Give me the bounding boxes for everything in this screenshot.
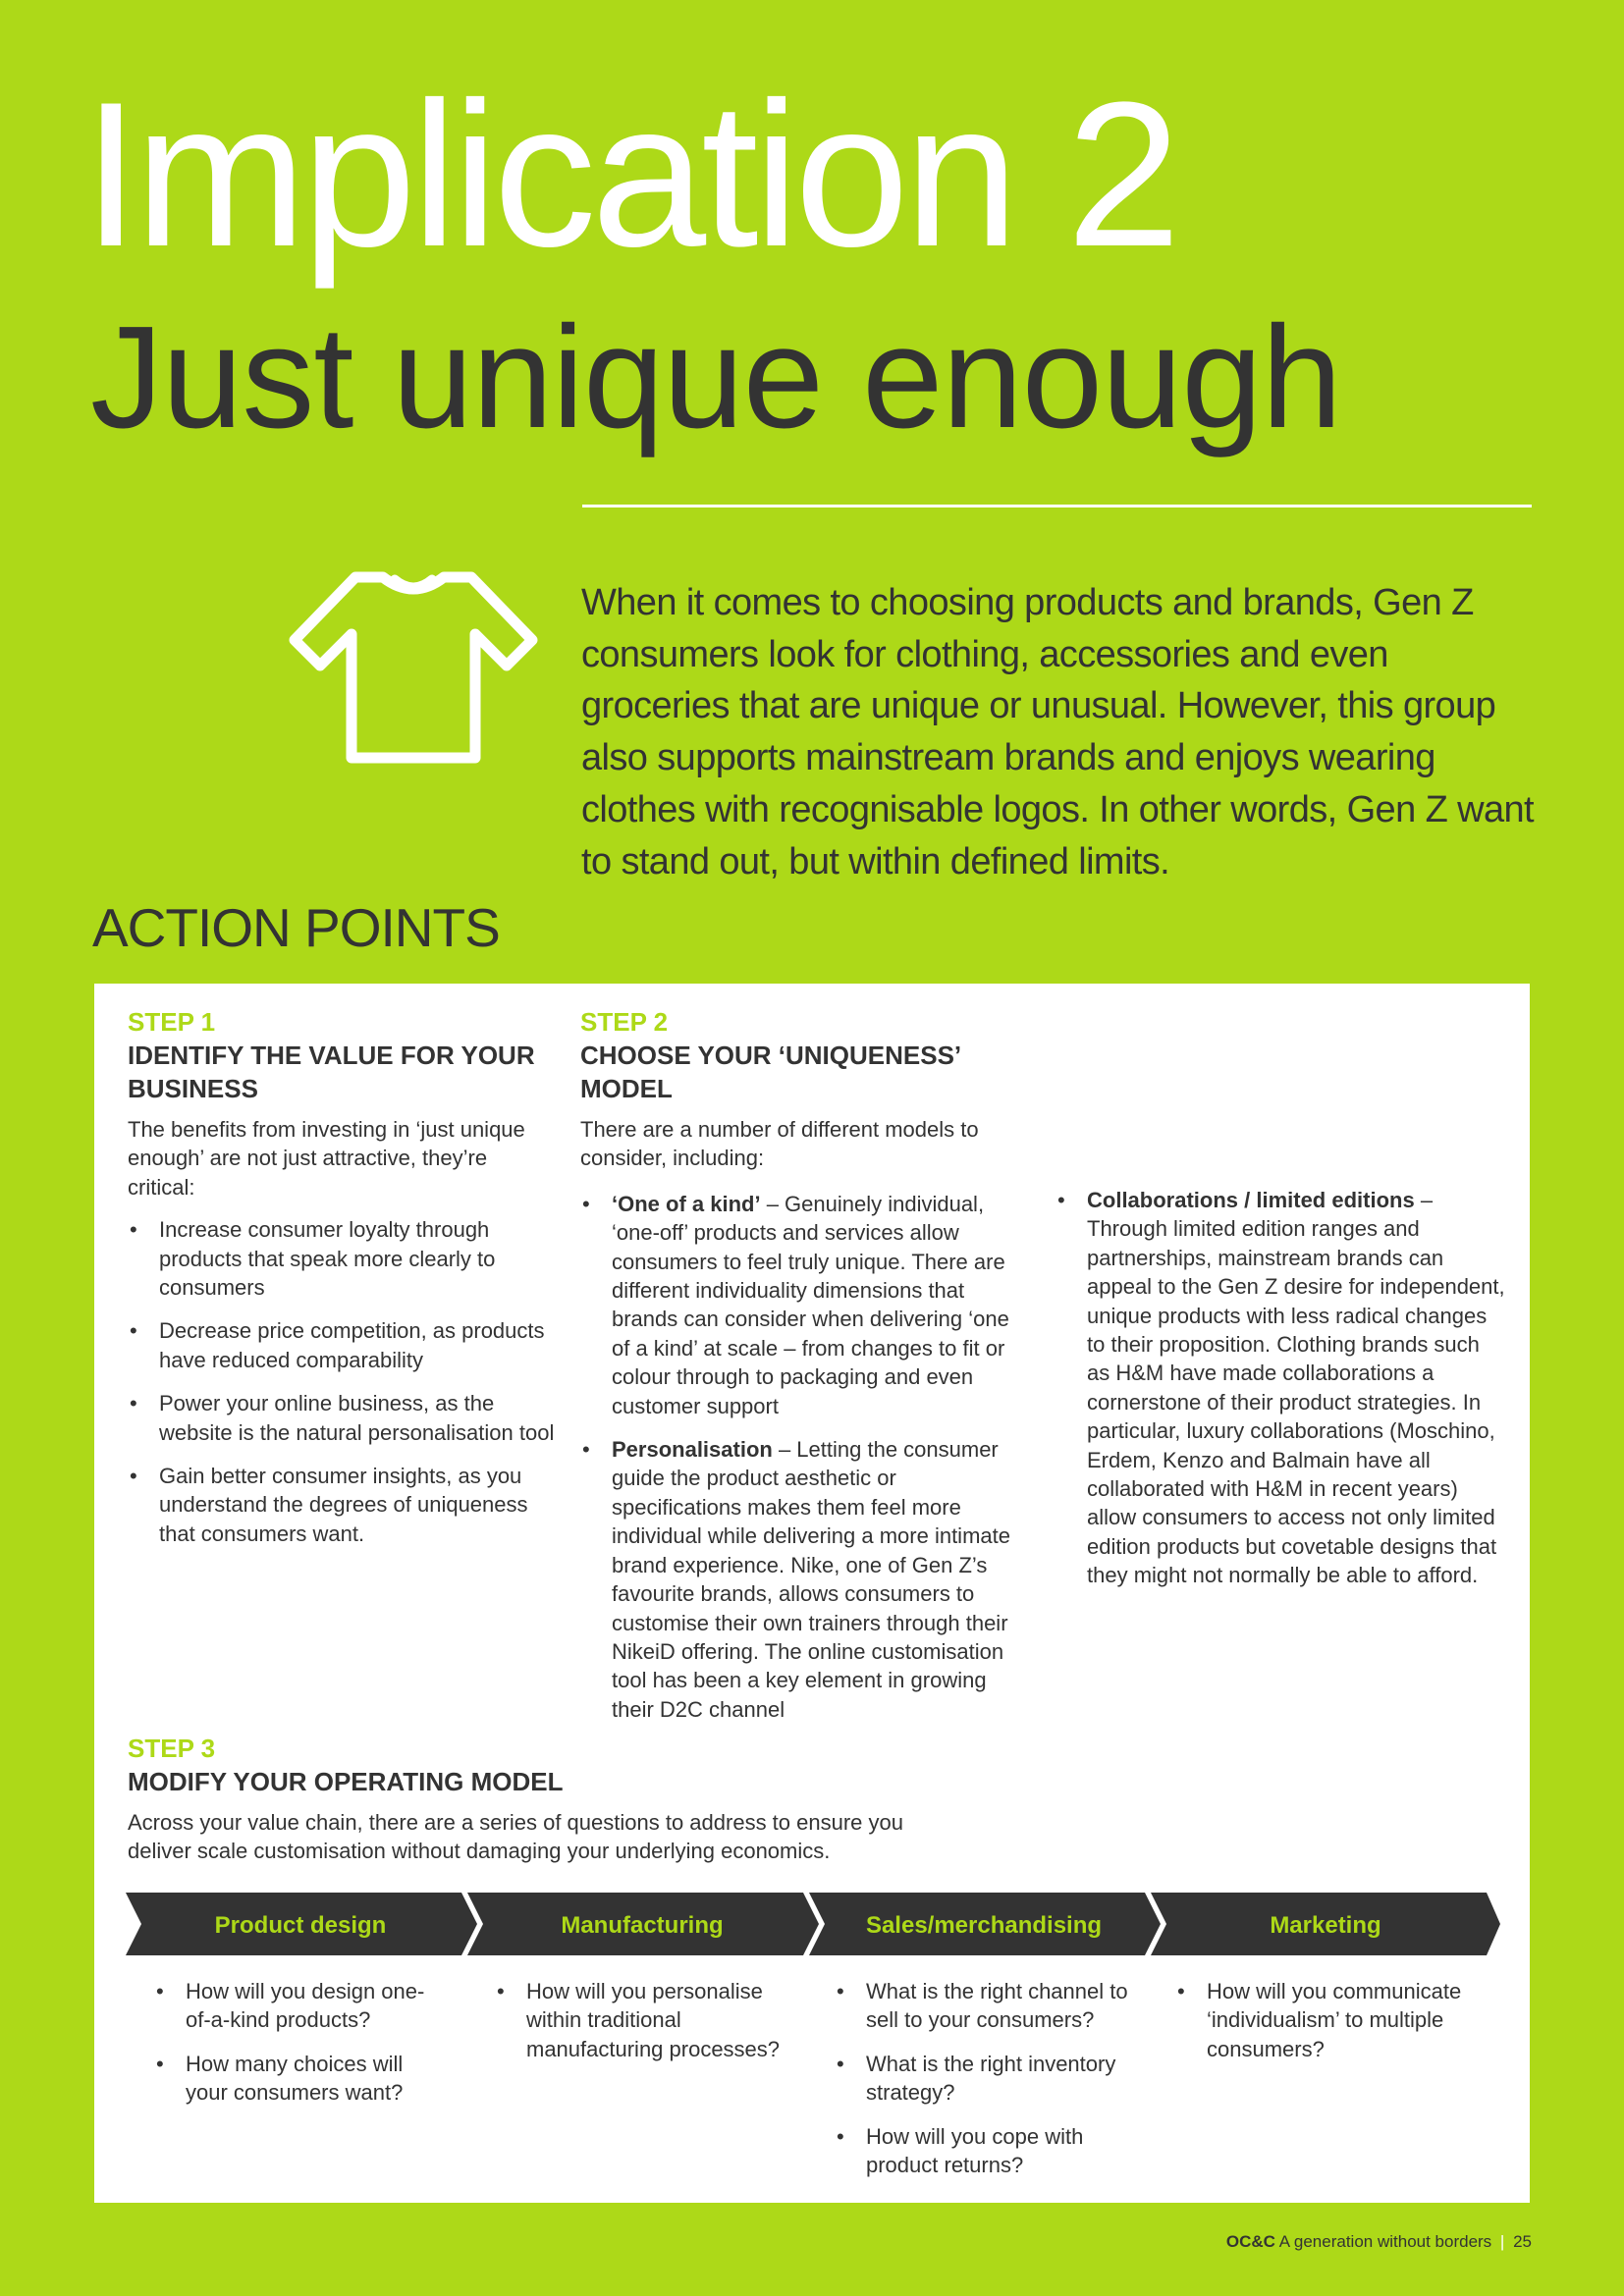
step-2-bullets <box>580 1190 1027 1724</box>
manufacturing-questions <box>495 1977 789 2078</box>
chevron-sales-merchandising <box>809 1893 1161 1955</box>
page-footer <box>1226 2232 1532 2252</box>
step-2 <box>580 1005 1032 1738</box>
value-chain-chevrons <box>126 1893 1500 1955</box>
list-item: • Gain better consumer insights, as you understand the degrees of uniqueness that consumers want. <box>128 1462 560 1548</box>
stage-label: Manufacturing <box>561 1912 724 1939</box>
marketing-questions <box>1175 1977 1470 2078</box>
step-2-bullets-col <box>1056 1186 1507 1590</box>
stage-label: Product design <box>214 1912 387 1939</box>
step-2-continued <box>1056 1186 1507 1590</box>
step-heading: IDENTIFY THE VALUE FOR YOUR BUSINESS <box>128 1041 535 1103</box>
list-item: • Increase consumer loyalty through products that speak more clearly to consumers <box>128 1215 560 1302</box>
list-item: • How many choices will your consumers want? <box>154 2050 449 2108</box>
step-1-bullets <box>128 1215 560 1548</box>
chevron-product-design <box>126 1893 477 1955</box>
step-3 <box>128 1732 1110 1866</box>
list-item: • Decrease price competition, as products have reduced comparability <box>128 1316 560 1374</box>
list-item: • Personalisation – Letting the consumer guide the product aesthetic or specifications makes them feel more individual while delivering a more intimate brand experience. Nike, one of Gen Z’s favourite brands, allows consumers to customise their own trainers through their NikeiD offering. The online customisation tool has been a key element in growing their D2C channel <box>580 1435 1027 1724</box>
product-design-questions <box>154 1977 449 2122</box>
bullet-term: Collaborations / limited editions <box>1087 1188 1415 1212</box>
step-heading: MODIFY YOUR OPERATING MODEL <box>128 1767 564 1796</box>
footer-title: A generation without borders <box>1278 2232 1492 2251</box>
bullet-term: Personalisation <box>612 1437 773 1463</box>
list-item: • How will you communicate ‘individualism’ to multiple consumers? <box>1175 1977 1470 2063</box>
bullet-term: ‘One of a kind’ <box>612 1191 761 1216</box>
page-title: Implication 2 <box>82 59 1176 290</box>
chevron-manufacturing <box>467 1893 819 1955</box>
step-heading: CHOOSE YOUR ‘UNIQUENESS’ MODEL <box>580 1041 960 1103</box>
stage-label: Marketing <box>1270 1912 1381 1939</box>
step-text: The benefits from investing in ‘just unique enough’ are not just attractive, they’re critical: <box>128 1117 525 1200</box>
step-label: STEP 3 <box>128 1734 216 1763</box>
step-label: STEP 1 <box>128 1007 216 1037</box>
step-text: Across your value chain, there are a series of questions to address to ensure you deliver scale customisation without damaging your underlying economics. <box>128 1810 903 1864</box>
list-item: • How will you cope with product returns? <box>835 2122 1129 2180</box>
list-item: • Collaborations / limited editions – Through limited edition ranges and partnerships, mainstream brands can appeal to the Gen Z desire for independent, unique products with less radical changes to their proposition. Clothing brands such as H&M have made collaborations a cornerstone of their product strategies. In particular, luxury collaborations (Moschino, Erdem, Kenzo and Balmain have all collaborated with H&M in recent years) allow consumers to access not only limited edition products but covetable designs that they might not normally be able to afford. <box>1056 1186 1507 1590</box>
intro-text: When it comes to choosing products and brands, Gen Z consumers look for clothing, accessories and even groceries that are unique or unusual. However, this group also supports mainstream brands and enjoys wearing clothes with recognisable logos. In other words, Gen Z want to stand out, but within defined limits. <box>581 582 1535 882</box>
t-shirt-icon <box>285 571 542 768</box>
sales-merchandising-questions <box>835 1977 1129 2194</box>
page-subtitle: Just unique enough <box>90 296 1341 458</box>
list-item: • ‘One of a kind’ – Genuinely individual, ‘one-off’ products and services allow consumers to feel truly unique. There are different individuality dimensions that brands can consider when delivering ‘one of a kind’ at scale – from changes to fit or colour through to packaging and even customer support <box>580 1190 1027 1420</box>
footer-separator: | <box>1499 2232 1505 2251</box>
page-number: 25 <box>1513 2232 1532 2251</box>
chevron-marketing <box>1151 1893 1500 1955</box>
footer-brand: OC&C <box>1225 2232 1275 2251</box>
step-text: There are a number of different models to consider, including: <box>580 1117 979 1171</box>
section-heading: ACTION POINTS <box>92 897 500 958</box>
list-item: • Power your online business, as the website is the natural personalisation tool <box>128 1389 560 1447</box>
list-item: • How will you design one-of-a-kind products? <box>154 1977 449 2035</box>
divider <box>582 505 1532 507</box>
step-1 <box>128 1005 560 1563</box>
list-item: • How will you personalise within traditional manufacturing processes? <box>495 1977 789 2063</box>
list-item: • What is the right inventory strategy? <box>835 2050 1129 2108</box>
step-label: STEP 2 <box>580 1007 669 1037</box>
stage-label: Sales/merchandising <box>865 1912 1103 1939</box>
list-item: • What is the right channel to sell to your consumers? <box>835 1977 1129 2035</box>
